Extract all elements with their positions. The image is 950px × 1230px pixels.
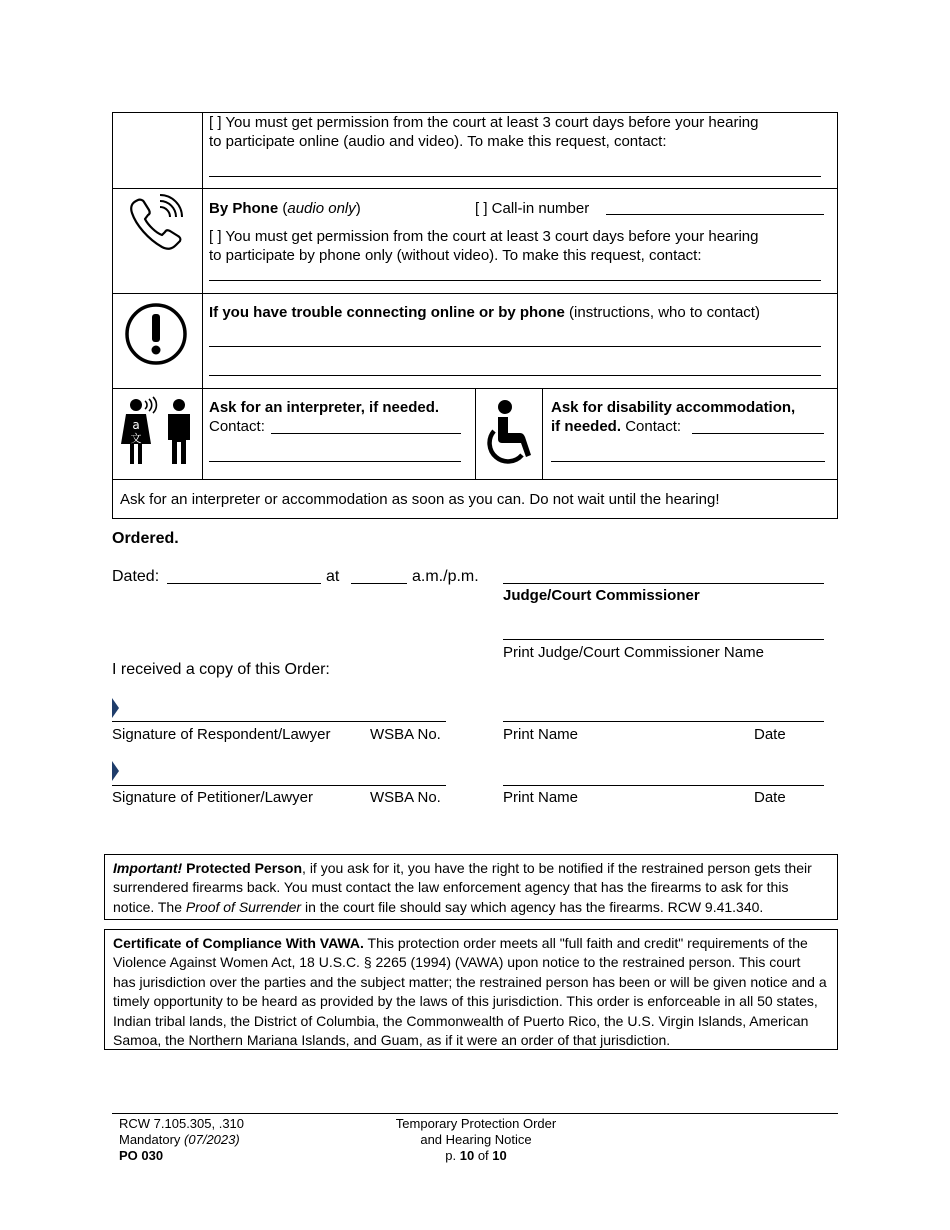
petitioner-print-name-label: Print Name xyxy=(503,789,579,806)
respondent-date-label: Date xyxy=(754,726,786,743)
petitioner-signature-label: Signature of Petitioner/Lawyer xyxy=(112,789,313,806)
time-field[interactable] xyxy=(351,583,407,584)
accommodation-reminder: Ask for an interpreter or accommodation as soon as you can. Do not wait until the hearing! xyxy=(120,491,720,508)
interpreter-icon-glyph-top: a xyxy=(132,418,140,432)
sign-here-arrow-icon xyxy=(112,698,119,718)
petitioner-print-name-field[interactable] xyxy=(503,785,824,786)
petitioner-wsba-label: WSBA No. xyxy=(370,789,441,806)
interpreter-contact-field-2[interactable] xyxy=(209,461,461,462)
respondent-signature-field[interactable] xyxy=(112,721,446,722)
call-in-label: [ ] Call-in number xyxy=(475,200,590,217)
petitioner-signature-field[interactable] xyxy=(112,785,446,786)
footer-form-code: PO 030 xyxy=(119,1148,164,1163)
disability-title-line2: if needed. Contact: xyxy=(551,418,682,435)
online-contact-field[interactable] xyxy=(209,176,821,177)
exclamation-icon xyxy=(124,302,188,366)
judge-signature-field[interactable] xyxy=(503,583,824,584)
footer-rcw: RCW 7.105.305, .310 xyxy=(119,1116,245,1131)
footer-rule xyxy=(112,1113,838,1114)
judge-signature-label: Judge/Court Commissioner xyxy=(503,587,700,604)
footer-center xyxy=(376,1116,576,1164)
vawa-line6: Samoa, the Northern Mariana Islands, and Guam, as if it were an order of that jurisdiction. xyxy=(113,1032,671,1049)
row-divider xyxy=(113,479,837,480)
trouble-field-2[interactable] xyxy=(209,375,821,376)
footer-title-line1: Temporary Protection Order xyxy=(395,1116,557,1131)
online-permission-line2: to participate online (audio and video). To make this request, contact: xyxy=(209,133,667,150)
interpreter-title: Ask for an interpreter, if needed. xyxy=(209,399,440,416)
trouble-text: If you have trouble connecting online or by phone (instructions, who to contact) xyxy=(209,304,760,321)
phone-permission-line1: [ ] You must get permission from the court at least 3 court days before your hearing xyxy=(209,228,759,245)
row-divider xyxy=(113,188,837,189)
interpreter-contact-field[interactable] xyxy=(271,433,461,434)
respondent-print-name-label: Print Name xyxy=(503,726,579,743)
ordered-heading: Ordered. xyxy=(112,530,179,547)
phone-title: By Phone (audio only) xyxy=(209,200,361,217)
judge-print-name-label: Print Judge/Court Commissioner Name xyxy=(503,644,764,661)
footer-title-line2: and Hearing Notice xyxy=(420,1132,532,1147)
column-divider xyxy=(475,388,476,479)
vawa-certificate-box: Certificate of Compliance With VAWA. This protection order meets all "full faith and credit" requirements of the Violence Against Women Act, 18 U.S.C. § 2265 (1994) (VAWA) upon notice to the restrained person. This court has jurisdiction over the parties and the subject matter; the restrained person has been or will be given notice and a timely opportunity to be heard as provided by the laws of this jurisdiction. This order is enforceable in all 50 states, Indian tribal lands, the District of Columbia, the Commonwealth of Puerto Rico, the U.S. Virgin Islands, American Samoa, the Northern Mariana Islands, and Guam, as if it were an order of that jurisdiction. xyxy=(104,929,838,1050)
petitioner-date-label: Date xyxy=(754,789,786,806)
disability-contact-field-2[interactable] xyxy=(551,461,825,462)
phone-permission-line2: to participate by phone only (without video). To make this request, contact: xyxy=(209,247,702,264)
received-copy-label: I received a copy of this Order: xyxy=(112,661,330,678)
disability-contact-field[interactable] xyxy=(692,433,824,434)
phone-icon xyxy=(126,193,188,255)
sign-here-arrow-icon xyxy=(112,761,119,781)
at-label: at xyxy=(326,568,340,585)
online-permission-line1: [ ] You must get permission from the court at least 3 court days before your hearing xyxy=(209,114,759,131)
ampm-label: a.m./p.m. xyxy=(412,568,479,585)
respondent-wsba-label: WSBA No. xyxy=(370,726,441,743)
important-line2: surrendered firearms back. You must contact the law enforcement agency that has the firearms to ask for this xyxy=(113,879,789,896)
interpreter-icon-glyph-bottom: 文 xyxy=(130,432,142,445)
respondent-signature-label: Signature of Respondent/Lawyer xyxy=(112,726,331,743)
vawa-line3: has jurisdiction over the parties and the subject matter; the restrained person has been or will be given notice and a xyxy=(113,973,827,990)
interpreter-contact-label: Contact: xyxy=(209,418,265,435)
phone-contact-field[interactable] xyxy=(209,280,821,281)
wheelchair-icon xyxy=(484,399,534,469)
vawa-line5: Indian tribal lands, the District of Columbia, the Commonwealth of Puerto Rico, the U.S. Virgin Islands, American xyxy=(113,1012,809,1029)
footer-page-number: p. 10 of 10 xyxy=(445,1148,507,1163)
interpreter-icon xyxy=(118,396,196,466)
vawa-line4: timely opportunity to be heard as provided by the laws of this jurisdiction. This order is enforceable in all 50 states, xyxy=(113,993,818,1010)
judge-print-name-field[interactable] xyxy=(503,639,824,640)
vawa-line2: Violence Against Women Act, 18 U.S.C. § 2265 (1994) (VAWA) upon notice to the restrained person. This court xyxy=(113,954,801,971)
column-divider xyxy=(542,388,543,479)
disability-title-line1: Ask for disability accommodation, xyxy=(551,399,796,416)
important-notice-box: Important! Protected Person, if you ask for it, you have the right to be notified if the restrained person gets their surrendered firearms back. You must contact the law enforcement agency that has the firearms to ask for this notice. The Proof of Surrender in the court file should say which agency has the firearms. RCW 9.41.340. xyxy=(104,854,838,920)
column-divider xyxy=(202,113,203,479)
row-divider xyxy=(113,293,837,294)
dated-field[interactable] xyxy=(167,583,321,584)
respondent-print-name-field[interactable] xyxy=(503,721,824,722)
call-in-number-field[interactable] xyxy=(606,214,824,215)
dated-label: Dated: xyxy=(112,568,160,585)
trouble-field-1[interactable] xyxy=(209,346,821,347)
footer-left: RCW 7.105.305, .310 Mandatory (07/2023) PO 030 xyxy=(119,1116,245,1163)
